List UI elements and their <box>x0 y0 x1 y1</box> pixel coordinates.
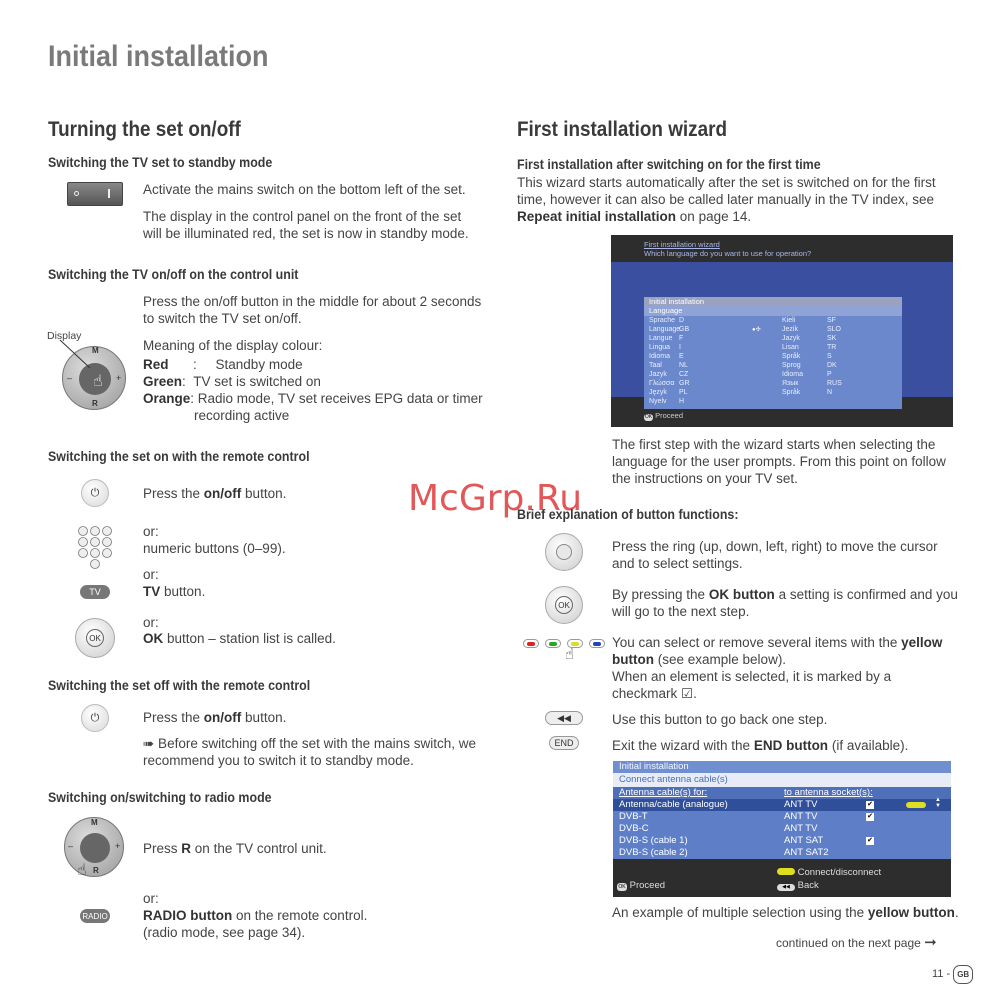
ok-select-icon: ●✣ <box>752 327 761 333</box>
brief-title: Brief explanation of button functions: <box>517 507 739 522</box>
right-heading: First installation wizard <box>517 118 728 141</box>
language-screen <box>611 235 953 427</box>
radio-title: Switching on/switching to radio mode <box>48 790 272 805</box>
page-title: Initial installation <box>48 40 269 73</box>
display-pointer-line <box>58 338 98 378</box>
back-text: Use this button to go back one step. <box>612 712 828 727</box>
antenna-row[interactable]: DVB-S (cable 1) ANT SAT ✔ <box>613 835 951 847</box>
remote-off-title: Switching the set off with the remote control <box>48 678 311 693</box>
radio-or: or: <box>143 891 159 906</box>
standby-title: Switching the TV set to standby mode <box>48 155 273 170</box>
hand-pointer-icon: ☝ <box>77 862 87 879</box>
screen1-header: First installation wizard Which language do you want to use for operation? <box>644 240 812 258</box>
back-key-icon: ◀◀ <box>545 711 583 725</box>
screen2-title: Initial installation <box>613 761 951 773</box>
language-row[interactable]: Taal NL Sprog DK <box>649 362 837 369</box>
navigation-ring-icon <box>545 533 583 571</box>
wizard-intro: This wizard starts automatically after the set is switched on for the first time, however it can also be called later manually in the TV index, see Repeat initial installation on page 14. <box>517 175 936 224</box>
end-key-icon: END <box>549 736 579 750</box>
language-row[interactable]: Język PL Språk N <box>649 389 833 396</box>
standby-p2: The display in the control panel on the front of the set will be illuminated red, the set is now in standby mode. <box>143 209 469 241</box>
remote-off-p1: Press the on/off button. <box>143 710 287 725</box>
antenna-row[interactable]: DVB-C ANT TV <box>613 823 951 835</box>
antenna-row[interactable]: Antenna/cable (analogue) ANT TV ✔ ▲ ▼ <box>613 799 951 811</box>
ok-text: By pressing the OK button a setting is confirmed and you will go to the next step. <box>612 587 958 619</box>
control-knob-icon: M R – + ☝ <box>62 346 126 410</box>
control-unit-p1: Press the on/off button in the middle for about 2 seconds to switch the TV set on/off. <box>143 294 482 326</box>
remote-on-ok: OK button – station list is called. <box>143 631 336 646</box>
tv-key-icon: TV <box>80 585 110 599</box>
antenna-rows <box>613 799 951 859</box>
screen1-footer: OK Proceed <box>644 411 684 420</box>
language-row[interactable]: Nyelv H <box>649 398 685 405</box>
radio-key-icon: RADIO <box>80 909 110 923</box>
antenna-row[interactable]: DVB-T ANT TV ✔ <box>613 811 951 823</box>
after-screen-text: The first step with the wizard starts when selecting the language for the user prompts. From this point on follow the instructions on your TV set. <box>612 437 946 486</box>
remote-on-p1: Press the on/off button. <box>143 486 287 501</box>
language-row[interactable]: Γλώσσα GR Язык RUS <box>649 380 842 387</box>
remote-on-or1: or: <box>143 524 159 539</box>
screen2-sub: Connect antenna cable(s) <box>613 773 951 787</box>
power-button-icon: ⏻ <box>81 479 109 507</box>
ring-text: Press the ring (up, down, left, right) to move the cursor and to select settings. <box>612 539 938 571</box>
radio-button-text: RADIO button on the remote control. (radio mode, see page 34). <box>143 908 368 940</box>
language-grid <box>644 316 902 406</box>
watermark: McGrp.Ru <box>408 478 583 519</box>
yellow-toggle-icon <box>906 802 926 808</box>
remote-on-tv: TV button. <box>143 584 206 599</box>
mains-switch-icon <box>67 182 123 206</box>
remote-on-title: Switching the set on with the remote control <box>48 449 310 464</box>
left-heading: Turning the set on/off <box>48 118 241 141</box>
remote-on-or2: or: <box>143 567 159 582</box>
antenna-screen: Initial installation Connect antenna cable(s) Antenna cable(s) for: to antenna socket(s): Antenna/cable (analogue) ANT TV ✔ ▲ ▼ DVB-T ANT TV ✔ DVB-C ANT TV DVB-S (cable 1) ANT SAT ✔ DVB-S (cable 2) ANT SAT2 Connect/disconnect OK Proceed ◀◀ Back <box>613 761 951 897</box>
colour-keys-icon <box>521 637 607 667</box>
language-row[interactable]: Lingua I Lisan TR <box>649 344 837 351</box>
language-row[interactable]: Langue F Jazyk SK <box>649 335 837 342</box>
language-row[interactable]: Sprache D Kieli SF <box>649 317 836 324</box>
radio-knob-icon: M – + R ☝ <box>64 817 124 877</box>
language-row[interactable]: Idioma E Språk S <box>649 353 832 360</box>
end-text: Exit the wizard with the END button (if available). <box>612 738 909 753</box>
display-colours: Red : Standby mode Green: TV set is switched on Orange: Radio mode, TV set receives EPG data or timer recording active <box>143 357 483 423</box>
checkmark-icon: ✔ <box>867 837 873 844</box>
power-button-icon-2: ⏻ <box>81 704 109 732</box>
example-text: An example of multiple selection using the yellow button. <box>612 905 959 920</box>
numeric-keypad-icon <box>77 525 117 571</box>
page-number: 11 - GB <box>932 965 973 984</box>
language-row[interactable]: Jazyk CZ Idioma P <box>649 371 832 378</box>
remote-on-numeric: numeric buttons (0–99). <box>143 541 286 556</box>
yellow-text: You can select or remove several items with the yellow button (see example below). When an element is selected, it is marked by a checkmark ☑. <box>612 635 943 701</box>
ok-ring-icon: OK <box>75 618 115 658</box>
continued-text: continued on the next page ➞ <box>776 934 937 951</box>
remote-on-or3: or: <box>143 615 159 630</box>
checkmark-icon: ✔ <box>867 801 873 808</box>
display-meaning: Meaning of the display colour: <box>143 338 323 353</box>
ok-button-icon: OK <box>545 586 583 624</box>
standby-p1: Activate the mains switch on the bottom left of the set. <box>143 182 466 197</box>
hand-pointer-icon: ☝ <box>565 646 575 663</box>
remote-off-note: ➠ Before switching off the set with the mains switch, we recommend you to switch it to standby mode. <box>143 736 476 768</box>
checkmark-icon: ✔ <box>867 813 873 820</box>
language-row[interactable]: Language GB Jezik SLO ●✣ <box>649 326 842 333</box>
language-panel: Initial installation Language Sprache D Kieli SF Language GB Jezik SLO ●✣ Langue F Jazyk SK Lingua I Lisan TR Idioma E Språk S Taal NL Sprog DK Jazyk CZ Idioma P Γλώσσα GR Язык RUS Język PL Språk N Nyelv H <box>644 297 902 409</box>
wizard-subtitle: First installation after switching on for the first time <box>517 157 821 172</box>
antenna-row[interactable]: DVB-S (cable 2) ANT SAT2 <box>613 847 951 859</box>
display-label: Display <box>47 330 82 342</box>
control-unit-title: Switching the TV on/off on the control unit <box>48 267 299 282</box>
screen2-col-headers: Antenna cable(s) for: to antenna socket(s): <box>613 787 951 799</box>
radio-press-r: Press R on the TV control unit. <box>143 841 327 856</box>
